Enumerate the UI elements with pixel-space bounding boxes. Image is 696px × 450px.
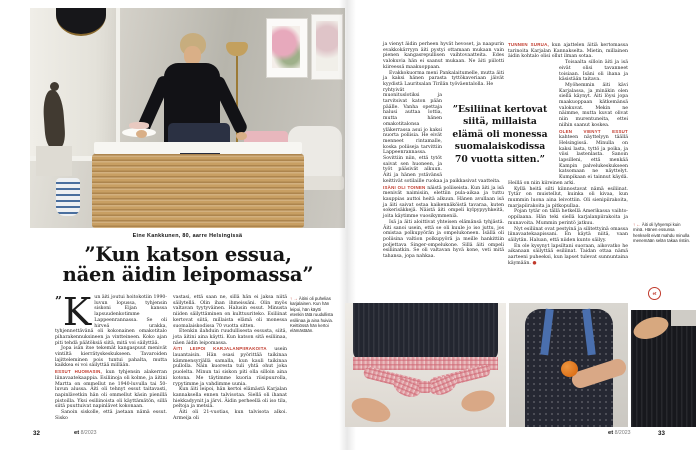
body-text: ryhtyivät muonituslotiksi ja tarvitsivat katon pään päälle. Vanha opettaja halusi auttaa lottia, mutta hänen omakotitalonsa yläkerrassa asui jo kaksi nuorta poliisia. He eivät menneet rintamalle, koska poliiseja tarvittiin Lappeenrannassa. Sovittiin niin, että tytöt saivat sen huoneen, ja työt pääsivät alkuun. Äiti ja hänen ystävänsä keittivät sotilaille ruokaa ja paikkasivat vaatteita. [383,87,501,184]
woman-right-hand [236,132,247,140]
body-text: usein lauantaisin. Hän osasi pyörittää taikinaa kämmensyrjällä samalla, kun kauli taikinaa pullolla. Näin kuoresta tuli yhtä ohut joka puolelta. Minun tai siskon piti olla silloin aina kotona. Me täytimme kuoria riisipuurolla, rypytimme ja vahdimme uunia. [173,347,287,387]
body-text: kun ajattelen äitiä kertomassa tarinoita Karjalan Kannakselta. Mietin, millainen äidin kohtalo olisi ollut ilman sotaa. [508,43,628,60]
headline-line-2: näen äidin leipomassa” [62,263,314,286]
paragraph [508,209,628,226]
body-text: kun tyhjensin alakerran liinavaatekaappia. Esiliinoja oli kolme, ja äitini Martta on ommellut ne 1940-luvulla tai 50-luvun alussa. Äiti oli tehnyt essut taitavasti, napinlävetkin hän oli ommellut käsin pienillä pistoilla. Yksi esiliinoista oli käyttämätön, sillä siitä puuttuivat napinlävet kokonaan. [55,370,167,410]
photo-eine-portrait [30,8,345,228]
paragraph [55,369,167,410]
caption-text: Äiti oli lyhyempi kuin minä. Hänen essunsa henkselit eivät mahdu minulla menemään selän takaa ristiin. [633,222,691,244]
headline-line-1: ”Kun katson essua, [84,243,292,266]
body-text: Äiti oli 21-vuotias, kun talvisota alkoi. Armeija oli [173,410,287,421]
body-text: Etenkin ilahduin ruudullisesta essusta, siitä, jota äitini aina käytti. Kun katson sitä esiliinaa, näen äidin leipomassa. [173,329,287,346]
lead-in-isani-oli-toinen: ISÄNI OLI TOINEN [383,184,426,190]
pleated-apron-fabric [353,303,498,361]
caption-arrow-icons: ↑ ← [633,222,641,227]
body-text: vastasi, että saan ne, sillä hän ei jaksa niitä säilytellä. Olin ihan ihmeissäni. Olin myös valtavan tyytyväinen. Halusin essut. Minusta niiden säilyttäminen on kulttuuriteko. Esiliinat kertovat siitä, millaista elämä oli monessa suomalaiskodissa 70 vuotta sitten. [173,295,287,329]
background-light-patch [671,310,696,326]
body-text: ja vienyt äidin perheen hyvät hevoset, ja naapurin evakkokärryyn äiti pystyi ottamaan mukaan vain pienen kangasrepullisen vaihtovaatteita. Edes valokuvia hän ei saanut mukaan. Ne äiti piilotti kiireessä maakuoppaan. [383,42,504,70]
paragraph [508,244,628,267]
body-text: Myöhemmin äiti kävi Karjalassa, ja minäkin olen siellä käynyt. Äiti löysi jopa maakuoppaan kätkemänsä valokuvat. Mekin ne näimme, mutta kuvat olivat niin murentuneita, ettei niihin saanut koskea. [559,82,628,128]
pastries [129,122,149,129]
issue-label: 8/2023 [614,430,631,436]
body-text: Nyt esiliinat ovat pestyinä ja silitettyinä omassa liinavaatekaapissani. En käytä niitä, vaan säilytän. Haluan, että niiden kunto säilyy. [508,226,628,243]
paragraph [508,42,628,60]
lead-in-essut-huomasin: ESSUT HUOMASIN, [55,369,103,375]
right-footer [658,430,665,437]
paragraph [173,410,287,421]
body-text: Sanoin siskolle, että jaetaan nämä essut. Sisko [55,410,167,421]
left-page-number: 32 [33,430,40,437]
left-side-caption [290,296,334,334]
left-column-2 [173,295,287,421]
paragraph [383,185,504,220]
caption-text: Äitini oli puhelias karjalainen. Kun hän leipoi, hän käytti etenkin tätä ruudullista esiliinaa ja aina huivia. Keittiössä hän kertoi elämästään. [290,296,333,334]
paragraph [173,329,287,346]
paragraph [508,60,628,83]
photo-caption: Eine Kankkunen, 80, aarre Helsingissä [132,233,243,239]
paragraph [173,346,287,387]
photo-dark-fabric-closeup [631,310,696,427]
article-headline [40,245,336,285]
hand-right [459,387,497,415]
artwork-pale [316,21,338,71]
paragraph [55,290,167,346]
end-of-article-mark: ● [532,260,537,266]
body-text: Toisaalta silloin äiti ja isä eivät olisi tavanneet toisiaan. Isäni oli ihana ja käsistään taitava. [559,60,628,83]
paragraph [508,187,628,210]
paragraph [383,71,504,88]
drop-cap [55,290,92,334]
left-footer-issue [74,430,96,436]
body-text: En ole kysynyt lapsiltani suoraan, aikovatko he aikanaan säilyttää esiliinat. Taidan ottaa nämä aarteeni puheeksi, kun lapset tulevat sunnuntaina käymään. [508,243,628,266]
paragraph [173,387,287,410]
body-text: Kyllä heitä silti kiinnostavat nämä esiliinat. Tytär on muistellut, kuinka oli kivaa, kun mummin luona aina leivottiin. Oli sienipiirakoita, marjapiirakoita ja pitkopullaa. [508,186,628,209]
lead-in-tunnen-surua: TUNNEN SURUA, [508,42,549,47]
paragraph [55,346,167,369]
body-text: näistä poliiseista. Kun äiti ja isä menivät naimisiin, elettiin pula-aikaa ja tuttu kauppias auttoi heitä alkuun. Hänen avullaan isä ja äiti saivat ostaa kaikennäköistä tavaraa, kuten sokerisäkkejä. Näistä äiti ompeli kylpypyyhkeitä, joita käytimme vuosikymmeniä. [383,185,504,220]
et-logo: et [608,430,614,436]
wall-artwork-1 [266,18,308,78]
body-text: un äiti joutui hoitokotiin 1990-luvun lopussa, tyhjensin siskoni Eijan kanssa lapsuudenkotimme Lappeenrannassa. Se oli hirveä urakka, tyhjennettävänä oli kokonainen omakotitalo piharakennuksineen ja vintteineen. Koko ajan piti tehdä päätöksiä siitä, mitä voi säilyttää. [55,295,167,346]
body-text: Kun äiti leipoi, hän kertoi elämästä Karjalan kannaksella ennen talvisotaa. Siellä oli ihanat hiekkadyynit ja järvi. Äidin perheellä oli iso tila, peltoja ja metsiä. [173,387,287,410]
paragraph [173,295,287,329]
artwork-pink [272,26,300,68]
woman-left-hand [136,130,147,138]
body-text: Evakkokuorma meni Pankalaitumelle, mutta äiti ja kaksi hänen parasta tyttökaveriaan jäivät kyydistä Lauritsalan Tirilän työväentalolla. He [383,70,504,87]
body-text: kahteen näyttelyyn täällä Helsingissä. Minulla on kaksi lasta, tyttö ja poika, ja viisi lastenlasta. Sanoin lapsilleni, että menkää Kampin palvelukeskukseen katsomaan ne näyttelyt. Kumpikaan ei tainnut käydä. Heillä on niin kiireinen arki. [508,135,628,186]
floor-lamp-shade [226,42,248,56]
wicker-table-front [92,154,304,228]
paragraph [383,42,504,71]
body-text: Pojan tytär on tällä hetkellä Amerikassa vaihto-oppilaana. Hän teki siellä karjalanpiirakoita ja munavoita. Mummin perintö jatkuu. [508,209,628,226]
orange-fruit [561,361,578,377]
et-logo: et [74,430,80,436]
pull-quote: ”Esiliinat kertovat siitä, millaista elämä oli monessa suomalaiskodissa 70 vuotta sitten.” [452,104,548,165]
issue-label: 8/2023 [80,430,97,436]
paragraph [55,410,167,421]
drop-cap-letter: K [62,290,92,334]
statue-pedestal [36,146,72,176]
et-stamp-icon: et [648,287,661,300]
window-frame [116,8,120,160]
paragraph [383,220,504,260]
lead-in-aiti-leipoi: ÄITI LEIPOI KARJALANPIIRAKOITA [173,346,267,352]
photo-checkered-apron-bow [345,303,506,427]
right-page-number: 33 [658,430,665,437]
bow-knot [419,381,431,393]
right-side-caption [633,222,691,244]
blue-white-pot [56,178,80,216]
caption-arrow-icons: ↑ → [290,296,298,301]
hand-left [349,393,394,426]
hand-on-fabric [631,313,671,343]
right-footer-issue [608,430,630,436]
body-text: Jopa isän itse tekemät kangaspuut menivät vintiltä kierrätyskeskukseen. Tavaroiden lajitteleminen pois tuntui pahalta, mutta kaikkea ei voi säilyttää millään. [55,346,167,369]
left-footer [33,430,40,437]
paragraph [508,227,628,244]
drop-cap-quote: ” [55,294,62,308]
photo-apron-with-orange [509,303,628,427]
body-text: Isä ja äiti aloittivat yhteisen elämänsä tyhjästä. Äiti sanoi usein, että se oli kuule jo iso juttu, jos omistaa polkupyörän ja ompelukoneen. Isällä oli poliisina valtion polkupyörä ja meille hankittiin poljettava Singer-ompelukone. Sillä äiti ompeli esiliinatkin. Se oli valtavan hyvä kone, veti mitä tahansa, jopa nahkaa. [383,219,504,260]
left-column-1 [55,290,167,421]
lead-in-olen-vienyt-essut: OLEN VIENYT ESSUT [559,128,628,134]
